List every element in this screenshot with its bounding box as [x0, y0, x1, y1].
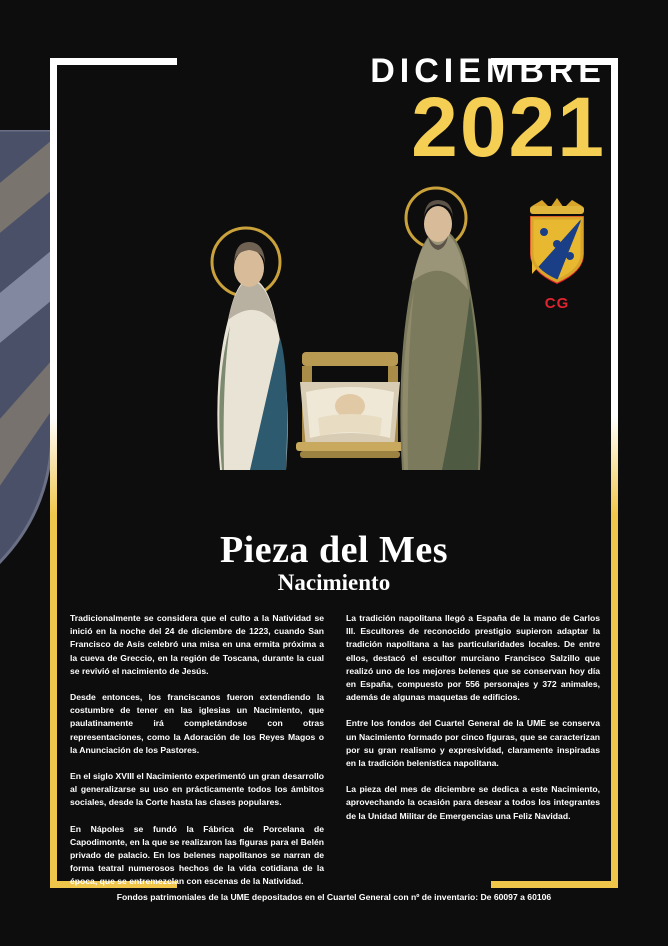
footer-note: Fondos patrimoniales de la UME depositados en el Cuartel General con nº de inventario: De 60097 a 60106 — [116, 892, 552, 902]
left-column — [70, 612, 324, 902]
paragraph: En el siglo XVIII el Nacimiento experimentó un gran desarrollo al generalizarse su uso en prácticamente todos los ámbitos sociales, desde la Corte hasta las clases populares. — [70, 771, 324, 808]
date-block — [370, 52, 606, 174]
paragraph: La tradición napolitana llegó a España de la mano de Carlos III. Escultores de reconocido prestigio supieron adaptar la tradición napolitana a las particularidades locales. De entre ellos, destacó el escultor murciano Francisco Salzillo que realizó uno de los mejores belenes que se conservan hoy día en España, compuesto por 556 personajes y 372 animales, además de algunas maquetas de edificios. — [346, 613, 600, 703]
month-label: DICIEMBRE — [370, 52, 606, 90]
page-subtitle: Nacimiento — [277, 570, 391, 595]
paragraph: La pieza del mes de diciembre se dedica a este Nacimiento, aprovechando la ocasión para desear a todos los integrantes de la Unidad Militar de Emergencias una Feliz Navidad. — [346, 784, 600, 821]
paragraph: Entre los fondos del Cuartel General de la UME se conserva un Nacimiento formado por cinco figuras, que se caracterizan por su gran realismo y expresividad, claramente inspiradas en la tradición belenística napolitana. — [346, 718, 600, 769]
emblem-caption: CG — [544, 295, 570, 312]
coat-of-arms-icon — [514, 198, 600, 288]
paragraph: Tradicionalmente se considera que el culto a la Natividad se inició en la noche del 24 de diciembre de 1223, cuando San Francisco de Asís celebró una misa en una ermita próxima a la cueva de Greccio, en la región de Toscana, durante la cual se revivió el nacimiento de Jesús. — [70, 613, 324, 676]
body-columns — [70, 612, 600, 902]
virgin-mary-figure — [212, 228, 288, 470]
frame-line-right — [611, 158, 618, 773]
paragraph: En Nápoles se fundó la Fábrica de Porcelana de Capodimonte, en la que se realizaron las figuras para el Belén privado de palacio. En los belenes napolitanos se narran de forma teatral numerosos hechos de la vida cotidiana de la época, que se entremezclan con escenas de la Natividad. — [70, 823, 324, 887]
paragraph: Desde entonces, los franciscanos fueron extendiendo la costumbre de tener en las iglesias un Nacimiento, que paulatinamente irá completándose con otras representaciones, como la Adoración de los Reyes Magos o la Anunciación de los Pastores. — [70, 692, 324, 755]
saint-joseph-figure — [400, 188, 481, 470]
emblem — [514, 198, 600, 312]
page-title: Pieza del Mes — [219, 529, 449, 571]
frame-corner-top-left — [50, 58, 177, 165]
year-label: 2021 — [411, 80, 606, 174]
right-column — [346, 612, 600, 902]
frame-line-left — [50, 158, 57, 773]
nativity-scene-photo — [150, 170, 550, 500]
title-block — [0, 528, 668, 596]
baby-jesus-in-manger-figure — [296, 352, 404, 458]
